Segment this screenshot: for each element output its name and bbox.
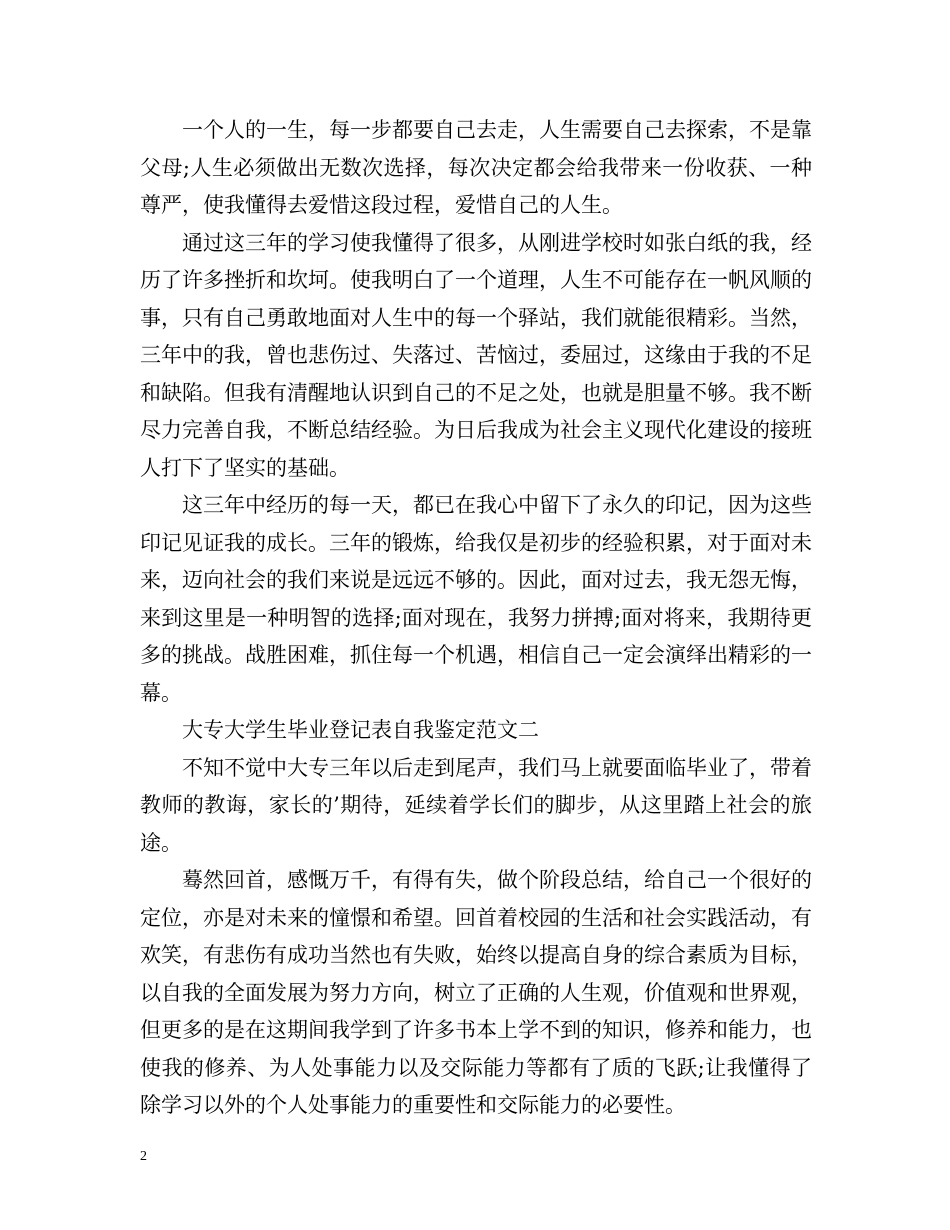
page-number: 2 [140, 1149, 147, 1164]
paragraph-4: 不知不觉中大专三年以后走到尾声，我们马上就要面临毕业了，带着教师的教诲，家长的’期待，延续着学长们的脚步，从这里踏上社会的旅途。 [140, 755, 812, 855]
document-body [140, 112, 812, 1125]
paragraph-2: 通过这三年的学习使我懂得了很多，从刚进学校时如张白纸的我，经历了许多挫折和坎坷。使我明白了一个道理，人生不可能存在一帆风顺的事，只有自己勇敢地面对人生中的每一个驿站，我们就能很精彩。当然，三年中的我，曾也悲伤过、失落过、苦恼过，委屈过，这缘由于我的不足和缺陷。但我有清醒地认识到自己的不足之处，也就是胆量不够。我不断尽力完善自我，不断总结经验。为日后我成为社会主义现代化建设的接班人打下了坚实的基础。 [140, 230, 812, 480]
paragraph-5: 蓦然回首，感慨万千，有得有失，做个阶段总结，给自己一个很好的定位，亦是对未来的憧憬和希望。回首着校园的生活和社会实践活动，有欢笑，有悲伤有成功当然也有失败，始终以提高自身的综合素质为目标，以自我的全面发展为努力方向，树立了正确的人生观，价值观和世界观，但更多的是在这期间我学到了许多书本上学不到的知识，修养和能力，也使我的修养、为人处事能力以及交际能力等都有了质的飞跃;让我懂得了除学习以外的个人处事能力的重要性和交际能力的必要性。 [140, 868, 812, 1117]
section-heading: 大专大学生毕业登记表自我鉴定范文二 [182, 718, 539, 742]
paragraph-3: 这三年中经历的每一天，都已在我心中留下了永久的印记，因为这些印记见证我的成长。三年的锻炼，给我仅是初步的经验积累，对于面对未来，迈向社会的我们来说是远远不够的。因此，面对过去，我无怨无悔，来到这里是一种明智的选择;面对现在，我努力拼搏;面对将来，我期待更多的挑战。战胜困难，抓住每一个机遇，相信自己一定会演绎出精彩的一幕。 [140, 493, 812, 705]
paragraph-1: 一个人的一生，每一步都要自己去走，人生需要自己去探索，不是靠父母;人生必须做出无数次选择，每次决定都会给我带来一份收获、一种尊严，使我懂得去爱惜这段过程，爱惜自己的人生。 [140, 118, 812, 217]
